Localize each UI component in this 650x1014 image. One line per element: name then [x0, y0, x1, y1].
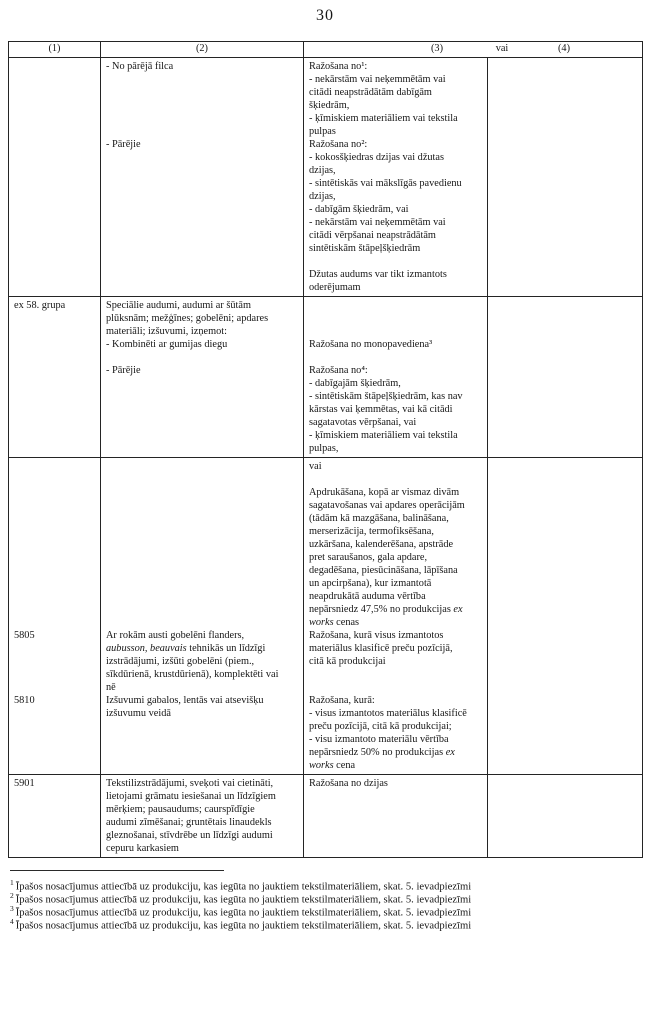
text-line: ex 58. grupa: [14, 300, 66, 311]
text-line: neapdrukātā auduma vērtība: [309, 591, 426, 602]
text-line: [106, 616, 301, 629]
text-line: citādi vērpšanai neapstrādātām: [309, 230, 436, 241]
text-line: [106, 86, 301, 99]
text-line: mērķiem; pausaudums; caurspīdīgie: [106, 804, 255, 815]
text-line: - kokosšķiedras dzijas vai džutas: [309, 152, 444, 163]
footnote: [10, 876, 650, 893]
text-line: [14, 642, 98, 655]
text-line: [106, 590, 301, 603]
cell-alternative-rule: [488, 297, 643, 458]
cell-hs-heading: [9, 297, 101, 458]
cell-hs-heading: [9, 458, 101, 775]
text-line: plūksnām; mežģīnes; gobelēni; apdares: [106, 313, 269, 324]
text-line: kārstas vai ķemmētas, vai kā citādi: [309, 404, 453, 415]
cell-product-description: [101, 458, 304, 775]
text-line: pret saraušanos, gala apdare,: [309, 552, 428, 563]
text-line: [14, 655, 98, 668]
text-line: gleznošanai, stīvdrēbe un līdzīgi audumi: [106, 830, 273, 841]
text-line: - dabīgām šķiedrām, vai: [309, 204, 409, 215]
header-col2: (2): [101, 42, 304, 58]
text-line: [106, 538, 301, 551]
text-line: Ražošana no⁴:: [309, 365, 368, 376]
text-line: - nekārstām vai neķemmētām vai: [309, 74, 446, 85]
text-line: [309, 312, 485, 325]
text-line: [106, 351, 301, 364]
text-line: [106, 525, 301, 538]
table-row: [9, 458, 643, 775]
text-line: izstrādājumi, izšūti gobelēni (piem.,: [106, 656, 255, 667]
text-line: works cena: [309, 760, 356, 771]
footnote-marker: 4: [10, 917, 14, 926]
text-line: pulpas: [309, 126, 336, 137]
text-line: cepuru karkasiem: [106, 843, 179, 854]
text-line: Apdrukāšana, kopā ar vismaz divām: [309, 487, 460, 498]
header-vai: vai: [495, 43, 509, 54]
text-line: [106, 512, 301, 525]
text-line: Tekstilizstrādājumi, sveķoti vai cietināti,: [106, 778, 274, 789]
text-line: [14, 681, 98, 694]
footnote-marker: 2: [10, 891, 14, 900]
text-line: (tādām kā mazgāšana, balināšana,: [309, 513, 449, 524]
text-line: nē: [106, 682, 116, 693]
text-line: [14, 616, 98, 629]
text-line: - No pārējā filca: [106, 61, 174, 72]
header-col4: (4): [557, 43, 571, 54]
text-line: - Pārējie: [106, 139, 141, 150]
text-line: - Kombinēti ar gumijas diegu: [106, 339, 228, 350]
cell-working-rule: [304, 58, 488, 297]
cell-alternative-rule: [488, 58, 643, 297]
text-line: [14, 486, 98, 499]
rules-of-origin-table: [8, 41, 643, 858]
text-line: sagatavošanas vai apdares operācijām: [309, 500, 465, 511]
text-line: [106, 473, 301, 486]
text-line: 5805: [14, 630, 35, 641]
text-line: nepārsniedz 50% no produkcijas ex: [309, 747, 455, 758]
text-line: works cenas: [309, 617, 360, 628]
text-line: Speciālie audumi, audumi ar šūtām: [106, 300, 251, 311]
text-line: aubusson, beauvais tehnikās un līdzīgi: [106, 643, 266, 654]
footnote-text: Īpašos nosacījumus attiecībā uz produkciju, kas iegūta no jauktiem tekstilmateriāliem, skat. 5. ievadpiezīmi: [15, 894, 472, 906]
text-line: dzijas,: [309, 165, 336, 176]
text-line: citā kā produkcijai: [309, 656, 386, 667]
text-line: [106, 603, 301, 616]
text-line: [14, 590, 98, 603]
text-line: materiāli; izšuvumi, izņemot:: [106, 326, 227, 337]
cell-alternative-rule: [488, 775, 643, 858]
text-line: - sintētiskām štāpeļšķiedrām, kas nav: [309, 391, 463, 402]
text-line: Ražošana no monopavediena³: [309, 339, 433, 350]
text-line: [106, 486, 301, 499]
cell-product-description: [101, 297, 304, 458]
text-line: sintētiskām štāpeļšķiedrām: [309, 243, 421, 254]
text-line: [309, 681, 485, 694]
text-line: - dabīgajām šķiedrām,: [309, 378, 401, 389]
text-line: [14, 525, 98, 538]
text-line: Ražošana, kurā:: [309, 695, 375, 706]
text-line: pulpas,: [309, 443, 339, 454]
text-line: materiālus klasificē preču pozīcijā,: [309, 643, 453, 654]
text-line: oderējumam: [309, 282, 361, 293]
text-line: audumi zīmēšanai; gruntētais linaudekls: [106, 817, 272, 828]
footnote-separator: [10, 870, 224, 871]
footnotes: [10, 870, 650, 932]
footnote-text: Īpašos nosacījumus attiecībā uz produkciju, kas iegūta no jauktiem tekstilmateriāliem, skat. 5. ievadpiezīmi: [15, 907, 472, 919]
text-line: Džutas audums var tikt izmantots: [309, 269, 447, 280]
text-line: [106, 99, 301, 112]
footnote-text: Īpašos nosacījumus attiecībā uz produkciju, kas iegūta no jauktiem tekstilmateriāliem, skat. 5. ievadpiezīmi: [15, 881, 472, 893]
text-line: nepārsniedz 47,5% no produkcijas ex: [309, 604, 463, 615]
text-line: izšuvumu veidā: [106, 708, 171, 719]
text-line: sīkdūrienā, krustdūrienā), komplektēti vai: [106, 669, 279, 680]
text-line: - nekārstām vai neķemmētām vai: [309, 217, 446, 228]
table-row: [9, 775, 643, 858]
text-line: [14, 473, 98, 486]
header-col1: (1): [9, 42, 101, 58]
text-line: šķiedrām,: [309, 100, 350, 111]
text-line: Ražošana no²:: [309, 139, 368, 150]
cell-hs-heading: [9, 58, 101, 297]
text-line: [14, 551, 98, 564]
text-line: - visu izmantoto materiālu vērtība: [309, 734, 449, 745]
text-line: preču pozīcijā, citā kā produkcijai;: [309, 721, 452, 732]
text-line: [106, 551, 301, 564]
header-col3-vai-col4: [304, 42, 643, 58]
text-line: - visus izmantotos materiālus klasificē: [309, 708, 467, 719]
text-line: dzijas,: [309, 191, 336, 202]
cell-alternative-rule: [488, 458, 643, 775]
text-line: 5810: [14, 695, 35, 706]
text-line: [14, 538, 98, 551]
cell-working-rule: [304, 775, 488, 858]
text-line: [309, 668, 485, 681]
footnote: [10, 915, 650, 932]
text-line: Ražošana, kurā visus izmantotos: [309, 630, 444, 641]
cell-product-description: [101, 58, 304, 297]
table-row: [9, 297, 643, 458]
text-line: [106, 112, 301, 125]
text-line: [14, 603, 98, 616]
text-line: Ar rokām austi gobelēni flanders,: [106, 630, 245, 641]
text-line: - ķīmiskiem materiāliem vai tekstila: [309, 113, 458, 124]
page-number: 30: [316, 7, 334, 24]
table-row: [9, 58, 643, 297]
footnote: [10, 902, 650, 919]
text-line: [106, 499, 301, 512]
text-line: [106, 460, 301, 473]
text-line: sagatavotas vērpšanai, vai: [309, 417, 417, 428]
text-line: [14, 512, 98, 525]
text-line: [14, 499, 98, 512]
text-line: - sintētiskās vai mākslīgās pavedienu: [309, 178, 462, 189]
text-line: un apcirpšana), kur izmantotā: [309, 578, 432, 589]
header-col3: (3): [430, 43, 444, 54]
footnote: [10, 889, 650, 906]
text-line: [106, 577, 301, 590]
text-line: [309, 255, 485, 268]
text-line: [309, 299, 485, 312]
text-line: [106, 564, 301, 577]
text-line: [106, 125, 301, 138]
text-line: [309, 325, 485, 338]
footnote-marker: 1: [10, 878, 14, 887]
text-line: [14, 460, 98, 473]
text-line: Ražošana no¹:: [309, 61, 368, 72]
text-line: vai: [309, 461, 322, 472]
text-line: [309, 473, 485, 486]
text-line: [106, 73, 301, 86]
text-line: Ražošana no dzijas: [309, 778, 388, 789]
cell-working-rule: [304, 297, 488, 458]
text-line: [14, 668, 98, 681]
text-line: uzkāršana, kalenderēšana, apstrāde: [309, 539, 454, 550]
text-line: [14, 564, 98, 577]
text-line: 5901: [14, 778, 35, 789]
text-line: merserizācija, termofiksēšana,: [309, 526, 434, 537]
footnote-marker: 3: [10, 904, 14, 913]
text-line: - ķīmiskiem materiāliem vai tekstila: [309, 430, 458, 441]
text-line: degadēšana, piesūcināšana, lāpīšana: [309, 565, 458, 576]
cell-product-description: [101, 775, 304, 858]
text-line: lietojami grāmatu iesiešanai un līdzīgiem: [106, 791, 276, 802]
text-line: Izšuvumi gabalos, lentās vai atsevišķu: [106, 695, 264, 706]
cell-working-rule: [304, 458, 488, 775]
text-line: [14, 577, 98, 590]
text-line: [309, 351, 485, 364]
text-line: citādi neapstrādātām dabīgām: [309, 87, 432, 98]
footnote-text: Īpašos nosacījumus attiecībā uz produkciju, kas iegūta no jauktiem tekstilmateriāliem, skat. 5. ievadpiezīmi: [15, 920, 472, 932]
table-header-row: [9, 42, 643, 58]
cell-hs-heading: [9, 775, 101, 858]
text-line: - Pārējie: [106, 365, 141, 376]
